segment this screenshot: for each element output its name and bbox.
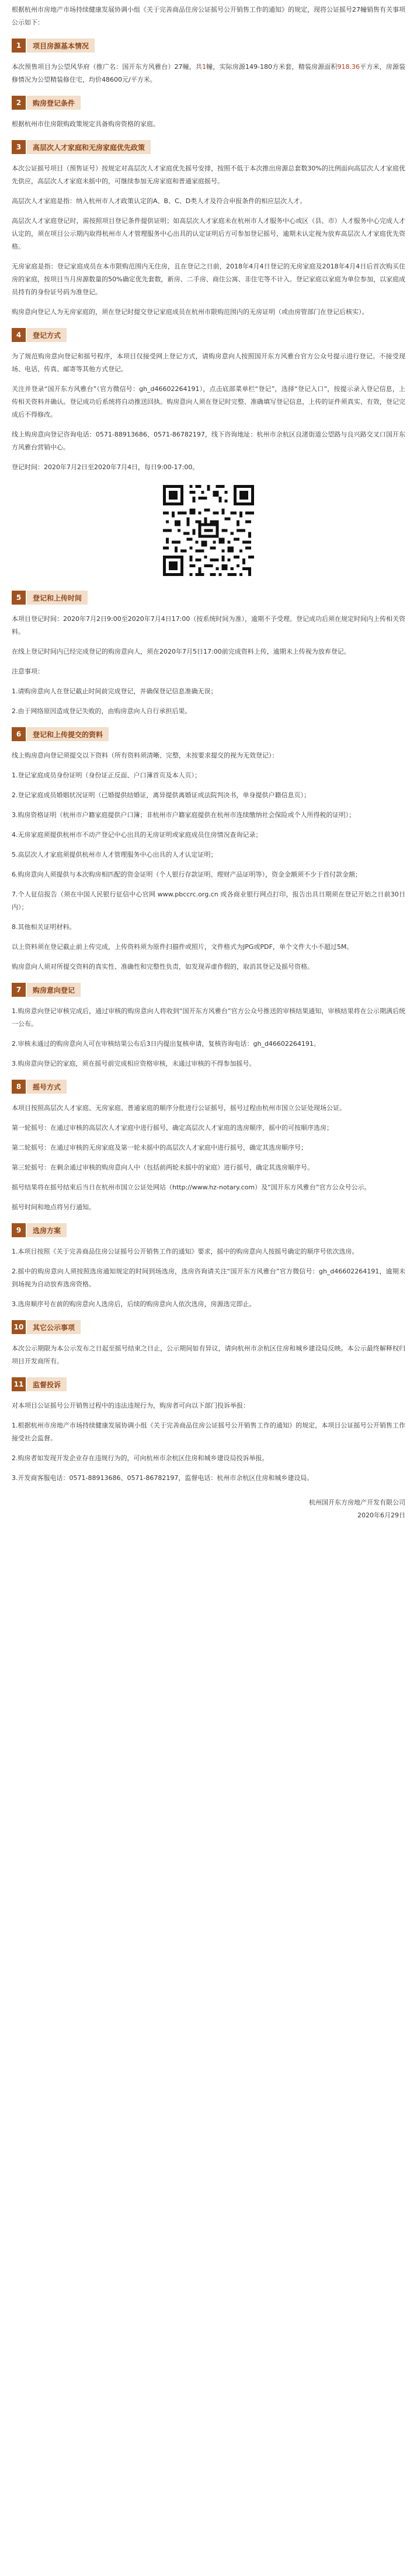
qr-code-container <box>12 482 405 579</box>
section-number: 3 <box>12 140 26 154</box>
s5-paragraph: 在线上登记时间内已经完成登记的购房意向人，须在2020年7月5日17:00前完成资料上传，逾期未上传视为放弃登记。 <box>12 648 350 655</box>
s2-paragraph: 根据杭州市住房限购政策规定具备购房资格的家庭。 <box>12 120 159 128</box>
section-header-8 <box>12 1078 405 1095</box>
s4-paragraph: 为了规范购房意向登记和摇号程序，本项目仅接受网上登记方式，请购房意向人按照国开东方风雅台官方公众号提示进行登记。不接受现场、电话、传真、邮寄等其他方式登记。 <box>12 352 405 373</box>
section-title: 购房登记条件 <box>27 96 81 110</box>
section-title: 项目房源基本情况 <box>27 39 95 53</box>
section-header-7 <box>12 982 405 998</box>
s10-paragraph: 本次公示期限为本公示发布之日起至摇号结束之日止，公示期间如有异议，请向杭州市余杭区住房和城乡建设局反映。本公示最终解释权归项目开发商所有。 <box>12 1345 405 1365</box>
section-number: 9 <box>12 1223 26 1237</box>
section-header-1 <box>12 37 405 54</box>
s11-paragraph: 3.开发商客服电话：0571-88913686、0571-86782197，监督电话：杭州市余杭区住房和城乡建设局。 <box>12 1474 314 1482</box>
s11-paragraph: 1.根据杭州市房地产市场持续健康发展协调小组《关于完善商品住房公证摇号公开销售工作的通知》的规定，本项目公证摇号公开销售工作接受社会监督。 <box>12 1422 405 1442</box>
s6-paragraph: 7.个人征信报告（须在中国人民银行征信中心官网 www.pbccrc.org.cn 或各商业银行网点打印，报告出具日期须在登记开始之日前30日内）； <box>12 891 405 911</box>
s4-paragraph: 关注并登录“国开东方风雅台”（官方微信号：gh_d46602264191），点击底部菜单栏“登记”，选择“登记入口”，按提示录入登记信息，上传相关资料并确认。登记成功后系统将自动推送回执。购房意向人须在登记时完整、准确填写登记信息，上传的证件须真实、有效，登记完成后不得修改。 <box>12 385 405 418</box>
section-number: 5 <box>12 591 26 605</box>
signature-date: 2020年6月29日 <box>357 1512 405 1519</box>
s8-paragraph: 摇号结果将在摇号结束后当日在杭州市国立公证处网站（http://www.hz-notary.com）及“国开东方风雅台”官方公众号公示。 <box>12 1184 371 1191</box>
s7-paragraph: 2.审核未通过的购房意向人可在审核结果公布后3日内提出复核申请，复核咨询电话：gh_d46602264191。 <box>12 1040 320 1048</box>
section-number: 10 <box>12 1320 26 1334</box>
s3-paragraph: 高层次人才家庭登记时，需按照项目登记条件提供证明；如高层次人才家庭未在杭州市人才服务中心或区（县、市）人才服务中心完成人才认定的，须在项目公示期内取得杭州市人才管理服务中心出具的认定证明后方可参加登记摇号，逾期未认定视为放弃高层次人才家庭优先资格。 <box>12 217 405 250</box>
s5-paragraph: 本项目登记时间：2020年7月2日9:00至2020年7月4日17:00（按系统时间为准），逾期不予受理。登记成功后须在规定时间内上传相关资料。 <box>12 615 405 636</box>
s8-paragraph: 摇号时间和地点将另行通知。 <box>12 1203 95 1211</box>
section-header-6 <box>12 726 405 742</box>
section-number: 2 <box>12 96 26 110</box>
s9-paragraph: 1.本项目按照《关于完善商品住房公证摇号公开销售工作的通知》要求，摇中的购房意向人按摇号确定的顺序号依次选房。 <box>12 1248 359 1255</box>
section-header-9 <box>12 1222 405 1238</box>
s3-paragraph: 高层次人才家庭是指：纳入杭州市人才政策认定的A、B、C、D类人才及符合申报条件的相应层次人才。 <box>12 197 307 205</box>
section-title: 高层次人才家庭和无房家庭优先政策 <box>27 140 151 154</box>
section-header-11 <box>12 1376 405 1392</box>
section-number: 7 <box>12 983 26 997</box>
s8-paragraph: 第一轮摇号：在通过审核的高层次人才家庭中进行摇号，确定高层次人才家庭的选房顺序，摇中的可按顺序选房； <box>12 1124 333 1132</box>
s8-paragraph: 第二轮摇号：在通过审核的无房家庭及第一轮未摇中的高层次人才家庭中进行摇号，确定其选房顺序号； <box>12 1144 307 1151</box>
s4-paragraph: 线上购房意向登记咨询电话：0571-88913686、0571-86782197，线下咨询地址：杭州市余杭区良渚街道公望路与良兴路交叉口国开东方风雅台营销中心。 <box>12 431 406 451</box>
s5-paragraph: 注意事项： <box>12 668 44 675</box>
s8-paragraph: 第三轮摇号：在剩余通过审核的购房意向人中（包括前两轮未摇中的家庭）进行摇号，确定其选房顺序号。 <box>12 1164 314 1171</box>
section-title: 选房方案 <box>27 1223 67 1237</box>
section-title: 登记和上传提交的资料 <box>27 727 109 741</box>
signature-company: 杭州国开东方房地产开发有限公司 <box>309 1499 405 1506</box>
section-header-3 <box>12 139 405 155</box>
intro-paragraph: 根据杭州市房地产市场持续健康发展协调小组《关于完善商品住房公证摇号公开销售工作的通知》的规定，现将公证摇号27幢销售有关事项公示如下： <box>12 6 405 26</box>
section-header-10 <box>12 1319 405 1335</box>
section-header-2 <box>12 95 405 111</box>
s6-paragraph: 4.无房家庭须提供杭州市不动产登记中心出具的无房证明或家庭成员住房情况查询记录； <box>12 831 262 839</box>
s11-paragraph: 2.购房者如发现开发企业存在违规行为的，可向杭州市余杭区住房和城乡建设局投诉举报。 <box>12 1454 269 1462</box>
section-number: 8 <box>12 1080 26 1094</box>
s3-paragraph: 无房家庭是指：登记家庭成员在本市限购范围内无住房，且在登记之日前，2018年4月4日登记的无房家庭及2018年4月4日后首次购买住房的家庭，按项目当月房源数量的50%确定优先套数，新房、二手房、商住公寓、非住宅等不计入。登记家庭以家庭为单位参加，以家庭成员持有的身份证号码为准登记。 <box>12 263 405 296</box>
section-title: 监督投诉 <box>27 1377 67 1391</box>
section-number: 1 <box>12 39 26 53</box>
s6-paragraph: 6.购房意向人须提供与本次购房相匹配的资金证明（个人银行存款证明、理财产品证明等），资金金额须不少于首付款金额； <box>12 871 362 878</box>
s6-paragraph: 8.其他相关证明材料。 <box>12 923 76 931</box>
section-number: 11 <box>12 1377 26 1391</box>
section-title: 摇号方式 <box>27 1080 67 1094</box>
s3-paragraph: 本次公证摇号项目（预售证号）按规定对高层次人才家庭优先摇号安排，按照不低于本次推出房源总套数30%的比例面向高层次人才家庭优先供应，高层次人才家庭未摇中的，可继续参加无房家庭和普通家庭摇号。 <box>12 165 405 185</box>
s6-paragraph: 1.登记家庭成员身份证明（身份证正反面、户口簿首页及本人页）； <box>12 772 201 779</box>
section-number: 4 <box>12 328 26 342</box>
s9-paragraph: 3.选房顺序号在前的购房意向人选房后，后续的购房意向人依次选房，房源选完即止。 <box>12 1300 256 1308</box>
section-title: 登记方式 <box>27 328 67 342</box>
section-header-4 <box>12 327 405 343</box>
s8-paragraph: 本项目按照高层次人才家庭、无房家庭、普通家庭的顺序分批进行公证摇号，摇号过程由杭州市国立公证处现场公证。 <box>12 1104 346 1112</box>
s5-paragraph: 1.请购房意向人在登记截止时间前完成登记，并确保登记信息准确无误； <box>12 687 217 695</box>
s9-paragraph: 2.摇中的购房意向人须按照选房通知规定的时间到场选房，选房咨询请关注“国开东方风雅台”官方微信号：gh_d46602264191，逾期未到场视为自动放弃选房资格。 <box>12 1268 406 1288</box>
s6-paragraph: 线上购房意向登记须提交以下资料（所有资料须清晰、完整，未按要求提交的视为无效登记）： <box>12 752 279 759</box>
s1-paragraph: 本次预售项目为公望风华府（推广名：国开东方风雅台）27幢，共1幢，实际房源149-180方米套，精装房源面积918.36平方米，房源装修情况为公望精装修住宅，均价48600元/平方米。 <box>12 63 406 83</box>
s6-paragraph: 5.高层次人才家庭须提供杭州市人才管理服务中心出具的人才认定证明； <box>12 851 217 858</box>
s6-paragraph: 以上资料须在登记截止前上传完成，上传资料须为原件扫描件或照片，文件格式为JPG或PDF，单个文件大小不超过5M。 <box>12 943 353 951</box>
s4-paragraph: 登记时间：2020年7月2日至2020年7月4日，每日9:00-17:00。 <box>12 463 199 471</box>
s11-paragraph: 对本项目公证摇号公开销售过程中的违法违规行为，购房者可向以下部门投诉举报： <box>12 1402 249 1409</box>
s7-paragraph: 3.购房意向登记的家庭，须在摇号前完成相应资格审核，未通过审核的不得参加摇号。 <box>12 1060 256 1067</box>
section-title: 购房意向登记 <box>27 983 81 997</box>
s6-paragraph: 购房意向人须对所提交资料的真实性、准确性和完整性负责，如发现弄虚作假的，取消其登记及摇号资格。 <box>12 963 314 971</box>
s6-paragraph: 2.登记家庭成员婚姻状况证明（已婚提供结婚证，离异提供离婚证或法院判决书，单身提供户籍信息页）； <box>12 791 310 799</box>
s5-paragraph: 2.由于网络原因造成登记失败的，由购房意向人自行承担后果。 <box>12 707 192 715</box>
s6-paragraph: 3.购房资格证明（杭州市户籍家庭提供户口簿；非杭州市户籍家庭提供在杭州市连续缴纳社会保险或个人所得税的证明）； <box>12 811 355 819</box>
section-title: 登记和上传时间 <box>27 591 88 605</box>
s3-paragraph: 购房意向登记人为无房家庭的，须在登记时提交登记家庭成员在杭州市限购范围内的无房证明（或由房管部门在登记后核实）。 <box>12 308 369 316</box>
qr-code-image[interactable] <box>160 482 257 579</box>
section-title: 其它公示事项 <box>27 1320 81 1334</box>
s7-paragraph: 1.购房意向登记审核完成后，通过审核的购房意向人将收到“国开东方风雅台”官方公众号推送的审核结果通知，审核结果将在公示期满后统一公布。 <box>12 1007 405 1028</box>
section-number: 6 <box>12 727 26 741</box>
section-header-5 <box>12 589 405 606</box>
